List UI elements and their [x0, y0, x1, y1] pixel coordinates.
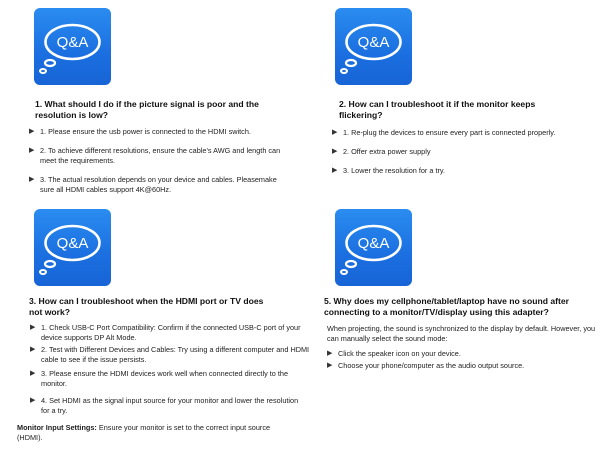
q1-answer-3: ▶ 3. The actual resolution depends on your device and cables. Pleasemake sure all HDMI cables support 4K@60Hz.: [29, 175, 277, 194]
question-3-title: 3. How can I troubleshoot when the HDMI port or TV does not work?: [29, 296, 264, 317]
qa-icon: [335, 8, 412, 85]
question-2-title: 2. How can I troubleshoot it if the monitor keeps flickering?: [339, 99, 536, 120]
q1-answer-1: ▶ 1. Please ensure the usb power is connected to the HDMI switch.: [29, 127, 251, 136]
arrow-right-icon: ▶: [30, 324, 36, 331]
qa-icon: [34, 209, 111, 286]
svg-text:Q&A: Q&A: [357, 34, 390, 51]
q2-answer-2: ▶ 2. Offer extra power supply: [332, 147, 431, 156]
arrow-right-icon: ▶: [332, 129, 338, 136]
qa-icon-label: Q&A: [56, 34, 89, 51]
q2-answer-1: ▶ 1. Re-plug the devices to ensure every part is connected properly.: [332, 128, 556, 137]
monitor-input-settings-note: Monitor Input Settings: Ensure your monitor is set to the correct input source (HDMI).: [17, 423, 271, 442]
arrow-right-icon: ▶: [30, 370, 36, 377]
qa-bubble-icon: [34, 8, 111, 85]
arrow-right-icon: ▶: [29, 176, 35, 183]
qa-icon: [34, 8, 111, 85]
q5-intro: When projecting, the sound is synchronized to the display by default. However, you can manually select the sound mode:: [327, 324, 596, 343]
qa-bubble-icon: [34, 209, 111, 286]
qa-bubble-icon: [335, 8, 412, 85]
arrow-right-icon: ▶: [332, 148, 338, 155]
question-1-title: 1. What should I do if the picture signal is poor and the resolution is low?: [35, 99, 259, 120]
q3-answer-1: ▶ 1. Check USB-C Port Compatibility: Confirm if the connected USB-C port of your device supports DP Alt Mode.: [30, 323, 301, 342]
q1-answer-2: ▶ 2. To achieve different resolutions, ensure the cable's AWG and length can meet the requirements.: [29, 146, 281, 165]
arrow-right-icon: ▶: [29, 128, 35, 135]
q3-answer-4: ▶ 4. Set HDMI as the signal input source for your monitor and lower the resolution for a try.: [30, 396, 299, 415]
arrow-right-icon: ▶: [332, 167, 338, 174]
arrow-right-icon: ▶: [30, 397, 36, 404]
qa-bubble-icon: [335, 209, 412, 286]
svg-text:Q&A: Q&A: [56, 235, 89, 252]
q5-answer-2: ▶ Choose your phone/computer as the audio output source.: [327, 361, 525, 370]
arrow-right-icon: ▶: [29, 147, 35, 154]
q3-answer-3: ▶ 3. Please ensure the HDMI devices work well when connected directly to the monitor.: [30, 369, 289, 388]
arrow-right-icon: ▶: [327, 362, 333, 369]
question-5-title: 5. Why does my cellphone/tablet/laptop have no sound after connecting to a monitor/TV/display using this adapter?: [324, 296, 569, 317]
svg-text:Q&A: Q&A: [357, 235, 390, 252]
q2-answer-3: ▶ 3. Lower the resolution for a try.: [332, 166, 446, 175]
q3-answer-2: ▶ 2. Test with Different Devices and Cables: Try using a different computer and HDMI cable to see if the issue persists.: [30, 345, 310, 364]
qa-icon: [335, 209, 412, 286]
arrow-right-icon: ▶: [327, 350, 333, 357]
arrow-right-icon: ▶: [30, 346, 36, 353]
q5-answer-1: ▶ Click the speaker icon on your device.: [327, 349, 461, 358]
